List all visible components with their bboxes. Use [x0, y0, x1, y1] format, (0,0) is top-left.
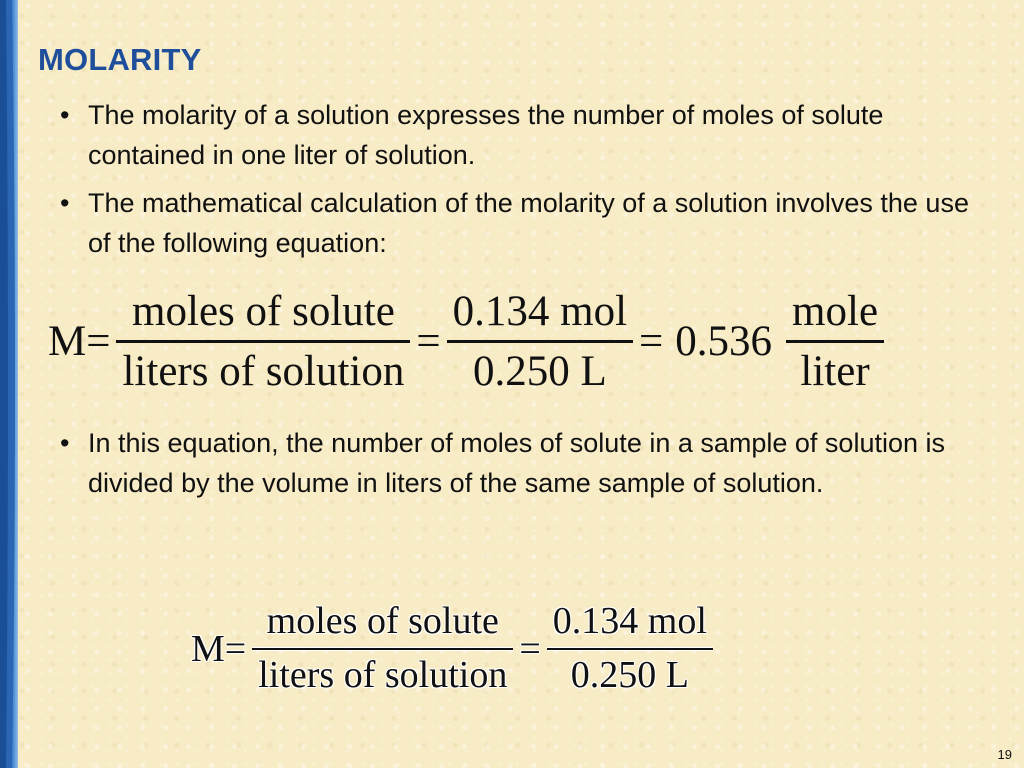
fraction-bar	[547, 648, 713, 650]
equals-sign: =	[519, 627, 541, 670]
bullet-marker: •	[60, 100, 70, 130]
fraction-bar	[116, 340, 410, 343]
bullet-list-bottom	[58, 423, 978, 511]
bullet-list-top	[58, 95, 978, 271]
fraction-numerator: 0.134 mol	[552, 600, 707, 642]
fraction-values	[447, 287, 633, 397]
equals-sign: =	[416, 318, 441, 366]
fraction-values	[547, 600, 713, 697]
fraction-denominator: liter	[800, 348, 870, 396]
fraction-numerator: mole	[792, 288, 879, 335]
slide-title: MOLARITY	[38, 42, 202, 77]
page-number: 19	[997, 747, 1012, 762]
fraction-moles-per-liters	[116, 287, 410, 397]
fraction-bar	[786, 340, 884, 343]
fraction-denominator: 0.250 L	[472, 348, 607, 396]
molarity-equation-partial	[185, 600, 713, 697]
fraction-numerator: moles of solute	[266, 600, 499, 642]
fraction-units	[786, 287, 884, 397]
fraction-bar	[447, 340, 633, 343]
fraction-numerator: moles of solute	[132, 288, 395, 335]
fraction-denominator: 0.250 L	[570, 653, 689, 696]
molarity-equation-full	[42, 287, 884, 397]
fraction-denominator: liters of solution	[122, 348, 405, 396]
side-accent-band	[0, 0, 18, 768]
bullet-marker: •	[60, 188, 70, 218]
bullet-item	[58, 95, 978, 175]
equals-sign: =	[639, 318, 664, 366]
bullet-text: The molarity of a solution expresses the number of moles of solute contained in one liter of solution.	[88, 100, 884, 170]
fraction-bar	[252, 648, 513, 650]
fraction-moles-per-liters	[252, 600, 513, 697]
fraction-numerator: 0.134 mol	[452, 288, 628, 335]
bullet-marker: •	[60, 428, 70, 458]
fraction-denominator: liters of solution	[258, 653, 508, 696]
bullet-item	[58, 183, 978, 263]
bullet-text: In this equation, the number of moles of solute in a sample of solution is divided by the volume in liters of the same sample of solution.	[88, 428, 945, 498]
side-band-curve-decoration	[0, 0, 18, 768]
bullet-item	[58, 423, 978, 503]
equation-lhs: M=	[191, 627, 247, 670]
bullet-text: The mathematical calculation of the molarity of a solution involves the use of the following equation:	[88, 188, 969, 258]
equation-result: 0.536	[675, 318, 773, 366]
equation-lhs: M=	[48, 318, 111, 366]
